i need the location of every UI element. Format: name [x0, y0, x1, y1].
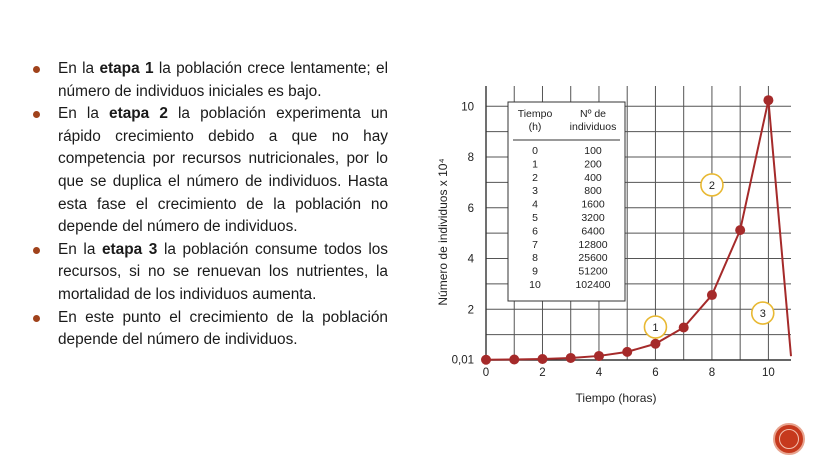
table-cell: 400	[584, 171, 602, 184]
bullet-item	[32, 307, 388, 352]
x-tick-label: 10	[762, 367, 775, 379]
bullet-item	[32, 239, 388, 307]
data-point	[566, 353, 576, 363]
table-cell: 25600	[578, 252, 608, 265]
bullet-text-post: la población experimenta un rápido crecimiento debido a que no hay competencia por recursos nutricionales, por lo que se duplica el número de individuos. Hasta esta fase el crecimiento de la población no depende del número de individuos.	[58, 105, 388, 236]
table-cell: 6	[532, 225, 538, 238]
bullet-text-post: la población consume todos los recursos, si no se renuevan los nutrientes, la mortalidad de los individuos aumenta.	[58, 240, 389, 303]
y-tick-label: 10	[461, 101, 474, 114]
data-point	[594, 351, 604, 361]
table-cell: 102400	[575, 279, 611, 291]
bullet-text-pre: En la	[58, 105, 110, 123]
stage-label: 2	[708, 179, 715, 192]
data-point	[650, 339, 660, 349]
bullet-text-pre: En la	[58, 240, 102, 258]
bullet-text-bold: etapa 1	[99, 60, 154, 77]
next-slide-button[interactable]	[773, 423, 805, 455]
data-point	[679, 323, 689, 333]
data-point	[622, 347, 632, 357]
bullet-item	[32, 103, 388, 239]
table-cell: 8	[532, 252, 538, 265]
growth-chart	[420, 70, 800, 420]
bullet-dot-icon	[33, 111, 40, 118]
bullet-dot-icon	[33, 247, 40, 254]
x-tick-label: 2	[539, 367, 546, 379]
table-cell: 12800	[578, 238, 608, 251]
data-point	[537, 354, 547, 364]
table-cell: 7	[532, 238, 538, 251]
table-cell: 6400	[581, 225, 605, 238]
table-cell: 10	[529, 279, 541, 291]
bullet-dot-icon	[33, 66, 40, 73]
data-point	[481, 355, 491, 365]
table-header: (h)	[528, 121, 542, 133]
table-cell: 4	[532, 198, 538, 211]
table-cell: 51200	[578, 265, 608, 278]
y-tick-label: 4	[467, 253, 474, 266]
table-cell: 1600	[581, 198, 605, 211]
table-cell: 2	[532, 171, 538, 184]
bullet-text-post: la población crece lentamente; el número de individuos iniciales es bajo.	[58, 60, 388, 100]
y-tick-label: 8	[467, 152, 474, 165]
table-cell: 1	[532, 158, 538, 171]
x-tick-label: 4	[595, 367, 603, 379]
y-tick-label: 2	[467, 304, 474, 317]
table-cell: 0	[532, 145, 538, 157]
data-point	[735, 225, 745, 235]
table-cell: 5	[532, 212, 538, 224]
stage-label: 1	[652, 322, 659, 335]
next-slide-icon	[779, 429, 799, 449]
data-point	[707, 290, 717, 300]
x-axis-label: Tiempo (horas)	[575, 391, 657, 405]
table-header: individuos	[569, 121, 617, 133]
data-point	[509, 354, 519, 364]
bullet-text-post: En este punto el crecimiento de la población depende del número de individuos.	[58, 308, 388, 349]
y-tick-label: 0,01	[451, 354, 474, 367]
table-cell: 9	[532, 265, 538, 278]
y-tick-label: 6	[467, 202, 474, 215]
x-tick-label: 8	[708, 367, 716, 379]
x-tick-label: 0	[482, 367, 490, 379]
bullet-text-bold: etapa 2	[109, 105, 168, 123]
bullet-text-pre: En la	[58, 60, 100, 77]
bullet-text-bold: etapa 3	[102, 240, 158, 258]
table-header: Tiempo	[517, 108, 553, 120]
y-axis-label: Número de individuos x 10⁴	[436, 158, 450, 306]
x-tick-label: 6	[652, 367, 659, 379]
table-cell: 200	[584, 158, 602, 171]
table-cell: 3	[532, 185, 538, 198]
table-cell: 3200	[581, 212, 605, 224]
bullet-list	[32, 58, 388, 352]
table-cell: 100	[584, 145, 602, 157]
stage-label: 3	[759, 308, 766, 321]
bullet-dot-icon	[33, 315, 40, 322]
table-header: Nº de	[579, 108, 607, 120]
bullet-item	[32, 58, 388, 103]
data-point	[763, 95, 773, 105]
table-cell: 800	[584, 185, 602, 198]
